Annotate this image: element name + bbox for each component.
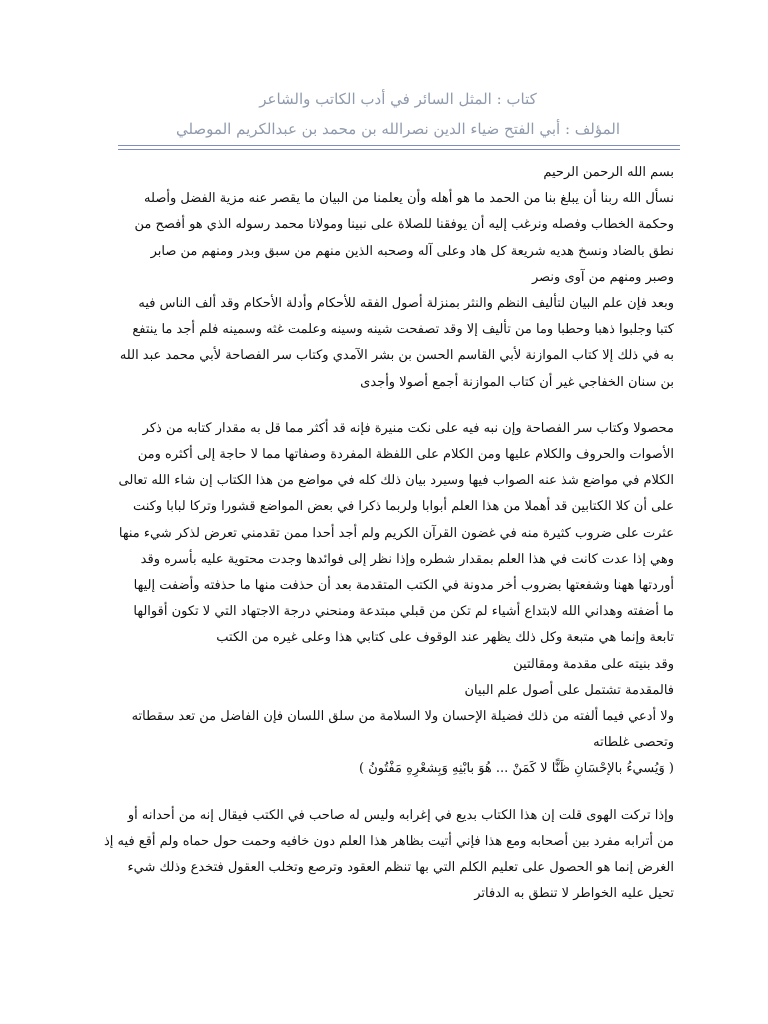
- book-author: المؤلف : أبي الفتح ضياء الدين نصرالله بن محمد بن عبدالكريم الموصلي: [175, 120, 621, 138]
- text-line: بن سنان الخفاجي غير أن كتاب الموازنة أجمع أصولا وأجدى: [360, 374, 674, 390]
- text-line: كتبا وجلبوا ذهبا وحطبا وما من تأليف إلا وقد تصفحت شينه وسينه وعلمت غثه وسمينه فلم أجد ما ينتفع: [132, 322, 674, 338]
- text-line: الغرض إنما هو الحصول على تعليم الكلم التي بها تنظم العقود وترصع وتخلب العقول فتخدع وذلك شيء: [127, 860, 674, 876]
- poetry-verse: ( وَيُسيءُ بالإحْسَانِ ظَنًّا لا كَمَنْ ... هُوَ بابْنِهِ وَبِشعْرِهِ مَفْتُونُ ): [359, 761, 674, 777]
- text-line: نسأل الله ربنا أن يبلغ بنا من الحمد ما هو أهله وأن يعلمنا من البيان ما يقصر عنه مزية الفضل وأصله: [144, 191, 674, 207]
- paragraph-gap: [94, 783, 674, 803]
- text-line: فالمقدمة تشتمل على أصول علم البيان: [464, 682, 674, 698]
- text-line: تابعة وإنما هي متبعة وكل ذلك يظهر عند الوقوف على كتابي هذا وعلى غيره من الكتب: [216, 630, 674, 646]
- paragraph-gap: [94, 396, 674, 416]
- text-line: وهي إذا عدت كانت في هذا العلم بمقدار شطره وإذا نظر إلى فوائدها وجدت محتوية عليه بأسره وقد: [140, 551, 674, 567]
- text-line: وصبر ومنهم من آوى ونصر: [531, 269, 674, 285]
- text-line: بسم الله الرحمن الرحيم: [543, 165, 674, 180]
- paragraph: [94, 160, 674, 396]
- header-divider-top: [118, 145, 680, 146]
- text-line: وإذا تركت الهوى قلت إن هذا الكتاب بديع في إغرابه وليس له صاحب في الكتب فيقال إنه من أحدانه أو: [127, 807, 674, 823]
- text-line: عثرت على ضروب كثيرة منه في غضون القرآن الكريم ولم أجد أحدا ممن تقدمني تعرض لذكر شيء منها: [118, 525, 674, 541]
- text-line: من أترابه مفرد بين أصحابه ومع هذا فإني أتيت بظاهر هذا العلم دون خافيه وحمت حول حماه ولم أقع فيه إذ: [104, 833, 674, 849]
- book-title: كتاب : المثل السائر في أدب الكاتب والشاعر: [259, 90, 537, 108]
- text-line: وحكمة الخطاب وفصله ونرغب إليه أن يوفقنا للصلاة على نبينا ومولانا محمد رسوله الذي هو أفصح من: [134, 217, 674, 233]
- paragraph: [94, 803, 674, 908]
- text-line: تحيل عليه الخواطر لا تنطق به الدفاتر: [474, 886, 674, 902]
- text-line: أوردتها ههنا وشفعتها بضروب أخر مدونة في الكتب المتقدمة بعد أن حذفت منها ما حذفته وأضفت إليها: [133, 578, 674, 594]
- text-line: على أن كلا الكتابين قد أهملا من هذا العلم أبوابا ولربما ذكرا في بعض المواضع قشورا وتركا لبابا وكنت: [132, 499, 674, 515]
- text-line: وقد بنيته على مقدمة ومقالتين: [513, 656, 674, 672]
- header-divider-bottom: [118, 149, 680, 150]
- text-line: به في ذلك إلا كتاب الموازنة لأبي القاسم الحسن بن بشر الآمدي وكتاب سر الفصاحة لأبي محمد عبد الله: [119, 348, 674, 364]
- text-line: محصولا وكتاب سر الفصاحة وإن نبه فيه على نكت منيرة فإنه قد أكثر مما قل به مقدار كتابه من ذكر: [142, 420, 674, 436]
- document-header: [118, 86, 678, 142]
- text-line: ولا أدعي فيما ألفته من ذلك فضيلة الإحسان ولا السلامة من سلق اللسان فإن الفاضل من تعد سقطاته: [131, 709, 674, 725]
- text-line: نطق بالضاد ونسخ هديه شريعة كل هاد وعلى آله وصحبه الذين منهم من سبق وبدر ومنهم من صابر: [150, 243, 674, 259]
- text-line: الأصوات والحروف والكلام عليها ومن الكلام على اللفظة المفردة وصفاتها مما لا حاجة إلى أكثره ومن: [137, 447, 674, 463]
- text-line: الكلام في مواضع شذ عنه الصواب فيها وسيرد بيان ذلك كله في مواضع من هذا الكتاب إن شاء الله تعالى: [118, 473, 674, 489]
- text-line: وبعد فإن علم البيان لتأليف النظم والنثر بمنزلة أصول الفقه للأحكام وأدلة الأحكام وقد ألف الناس فيه: [138, 296, 674, 312]
- body-text: [94, 160, 674, 907]
- text-line: ما أضفته وهداني الله لابتداع أشياء لم تكن من قبلي مبتدعة ومنحني درجة الاجتهاد التي لا تكون أقوالها: [133, 604, 674, 620]
- text-line: وتحصى غلطاته: [593, 735, 674, 751]
- paragraph: [94, 416, 674, 783]
